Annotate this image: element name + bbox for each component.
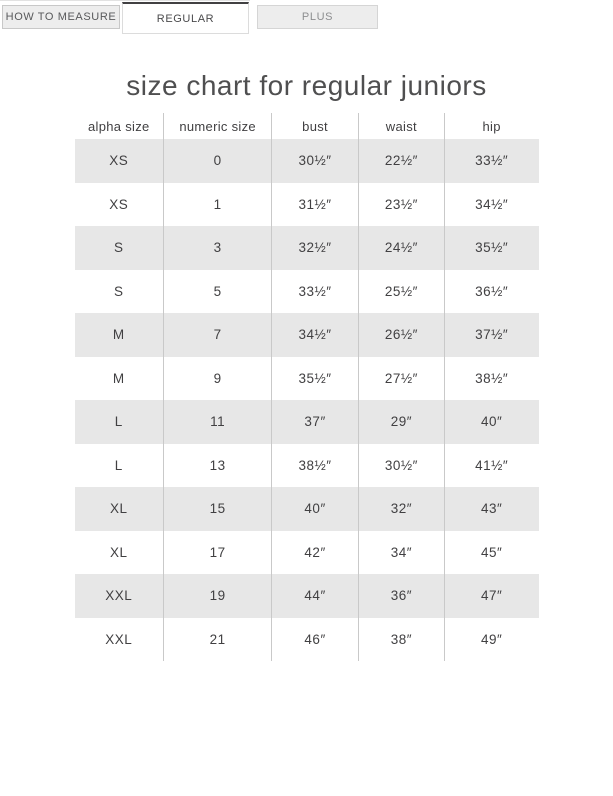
table-cell: 36½″ bbox=[444, 270, 538, 314]
table-cell: 33½″ bbox=[272, 270, 359, 314]
table-cell: 38½″ bbox=[272, 444, 359, 488]
column-header-waist: waist bbox=[358, 113, 444, 139]
table-cell: 23½″ bbox=[358, 183, 444, 227]
table-row bbox=[75, 270, 539, 314]
table-cell: 15 bbox=[164, 487, 272, 531]
table-cell: 49″ bbox=[444, 618, 538, 662]
table-cell: XS bbox=[109, 196, 129, 212]
table-cell: 40″ bbox=[272, 487, 359, 531]
table-cell: 35½″ bbox=[444, 226, 538, 270]
table-row bbox=[75, 400, 539, 444]
table-cell: XS bbox=[109, 153, 129, 169]
table-cell: 31½″ bbox=[272, 183, 359, 227]
table-cell: 34″ bbox=[358, 531, 444, 575]
tab-plus[interactable]: PLUS bbox=[257, 5, 378, 29]
table-cell: 0 bbox=[164, 139, 272, 183]
table-cell: 13 bbox=[164, 444, 272, 488]
column-header-bust: bust bbox=[272, 113, 359, 139]
table-cell: 35½″ bbox=[272, 357, 359, 401]
table-cell: 40″ bbox=[444, 400, 538, 444]
table-cell: 22½″ bbox=[358, 139, 444, 183]
table-header-row bbox=[75, 113, 539, 139]
top-hairline bbox=[0, 0, 250, 1]
table-cell: 32½″ bbox=[272, 226, 359, 270]
table-cell: 26½″ bbox=[358, 313, 444, 357]
page-title: size chart for regular juniors bbox=[126, 70, 487, 101]
table-cell: 34½″ bbox=[272, 313, 359, 357]
table-cell: 30½″ bbox=[358, 444, 444, 488]
table-cell: 47″ bbox=[444, 574, 538, 618]
table-cell: 32″ bbox=[358, 487, 444, 531]
table-cell: 37½″ bbox=[444, 313, 538, 357]
table-cell: 1 bbox=[164, 183, 272, 227]
table-row bbox=[75, 226, 539, 270]
table-cell: 38″ bbox=[358, 618, 444, 662]
table-cell: XXL bbox=[105, 588, 133, 604]
table-cell: 19 bbox=[164, 574, 272, 618]
table-row bbox=[75, 313, 539, 357]
table-cell: 9 bbox=[164, 357, 272, 401]
table-cell: 37″ bbox=[272, 400, 359, 444]
table-cell: XL bbox=[110, 544, 128, 560]
table-cell: 3 bbox=[164, 226, 272, 270]
table-cell: L bbox=[114, 457, 123, 473]
table-cell: 21 bbox=[164, 618, 272, 662]
table-cell: 11 bbox=[164, 400, 272, 444]
table-body bbox=[75, 139, 539, 661]
tab-how-to-measure[interactable]: HOW TO MEASURE bbox=[2, 5, 120, 29]
table-cell: XL bbox=[110, 501, 128, 517]
table-row bbox=[75, 574, 539, 618]
table-cell: 7 bbox=[164, 313, 272, 357]
table-cell: S bbox=[114, 283, 124, 299]
table-row bbox=[75, 531, 539, 575]
table-cell: 41½″ bbox=[444, 444, 538, 488]
column-header-alpha-size: alpha size bbox=[88, 118, 150, 134]
column-header-hip: hip bbox=[444, 113, 538, 139]
tab-regular[interactable]: REGULAR bbox=[122, 2, 249, 34]
table-cell: 42″ bbox=[272, 531, 359, 575]
table-cell: 27½″ bbox=[358, 357, 444, 401]
column-header-numeric-size: numeric size bbox=[164, 113, 272, 139]
table-cell: 24½″ bbox=[358, 226, 444, 270]
table-cell: L bbox=[114, 414, 123, 430]
table-row bbox=[75, 444, 539, 488]
table-row bbox=[75, 618, 539, 662]
table-cell: 46″ bbox=[272, 618, 359, 662]
table-row bbox=[75, 139, 539, 183]
table-cell: 36″ bbox=[358, 574, 444, 618]
table-cell: 45″ bbox=[444, 531, 538, 575]
table-cell: 17 bbox=[164, 531, 272, 575]
table-cell: 43″ bbox=[444, 487, 538, 531]
table-cell: 29″ bbox=[358, 400, 444, 444]
table-cell: 25½″ bbox=[358, 270, 444, 314]
table-cell: 30½″ bbox=[272, 139, 359, 183]
table-cell: M bbox=[112, 327, 125, 343]
table-cell: 5 bbox=[164, 270, 272, 314]
table-cell: M bbox=[112, 370, 125, 386]
table-cell: S bbox=[114, 240, 124, 256]
table-cell: 34½″ bbox=[444, 183, 538, 227]
size-table bbox=[75, 113, 539, 661]
table-cell: 44″ bbox=[272, 574, 359, 618]
table-row bbox=[75, 183, 539, 227]
table-row bbox=[75, 487, 539, 531]
table-cell: XXL bbox=[105, 631, 133, 647]
table-cell: 38½″ bbox=[444, 357, 538, 401]
table-row bbox=[75, 357, 539, 401]
tab-bar bbox=[0, 0, 613, 34]
table-cell: 33½″ bbox=[444, 139, 538, 183]
